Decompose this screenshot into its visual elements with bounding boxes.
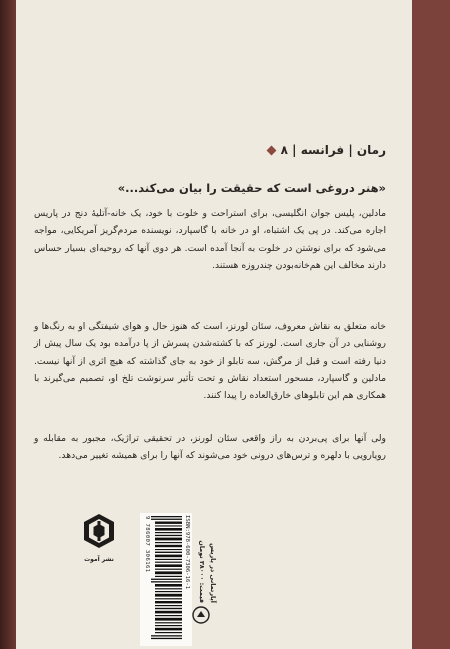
book-title-small: آپارتمانی در پاریس xyxy=(209,543,217,603)
synopsis-paragraph-3: ولی آنها برای پی‌بردن به راز واقعی سئان لورنز، در تحقیقی تراژیک، مجبور به مقابله و رویارویی با دلهره و ترس‌های درونی خود می‌شوند که آنها را برای همیشه تغییر می‌دهد. xyxy=(34,433,386,462)
synopsis-paragraph-1: مادلین، پلیس جوان انگلیسی، برای استراحت و خلوت با خود، یک خانه-آتلیهٔ دنج در پاریس اجاره می‌کند. در پی یک اشتباه، او در خانه با گاسپارد، نویسنده مردم‌گریز آمریکایی، مواجه می‌شود که برای نوشتن در خلوت به آنجا آمده است. هر دوی آنها که روحیه‌ای بسیار حساس دارند مخالف این هم‌خانه‌بودن چندروزه هستند. xyxy=(34,208,386,271)
publisher-mark-icon xyxy=(192,606,210,624)
price-text: قیمت: ۳۸۰۰۰ تومان xyxy=(198,540,206,603)
isbn-text: ISBN:978-600-7306-16-1 xyxy=(184,515,190,590)
back-cover xyxy=(16,0,412,649)
publisher-logo-icon xyxy=(82,513,116,555)
price-label xyxy=(192,513,218,603)
epigraph-quote: «هنر دروغی است که حقیقت را بیان می‌کند...» xyxy=(117,181,386,195)
barcode-digits: 9 786007 306161 xyxy=(144,516,150,573)
spine-edge xyxy=(0,0,16,649)
publisher-name: نشر آموت xyxy=(84,556,114,563)
barcode-bars xyxy=(151,516,182,643)
barcode xyxy=(140,513,192,646)
cover-border xyxy=(412,0,450,649)
series-label: رمان | فرانسه | ۸ xyxy=(280,143,386,157)
diamond-icon xyxy=(266,145,276,155)
series-line xyxy=(268,143,386,157)
synopsis-paragraph-2: خانه متعلق به نقاش معروف، سئان لورنز، است که هنوز حال و هوای شیفتگی او به رنگ‌ها و روشنایی در آن جاری است. لورنز که با کشته‌شدن پسرش از پا درآمده بود یک سال پیش از دنیا رفته است و قبل از مرگش، سه تابلو از خود به جای گذاشته که هیچ اثری از آنها نیست. مادلین و گاسپارد، مسحور استعداد نقاش و تحت تأثیر سرنوشت تلخ او، تصمیم می‌گیرند با همکاری هم این تابلوهای خارق‌العاده را پیدا کنند. xyxy=(34,321,386,402)
